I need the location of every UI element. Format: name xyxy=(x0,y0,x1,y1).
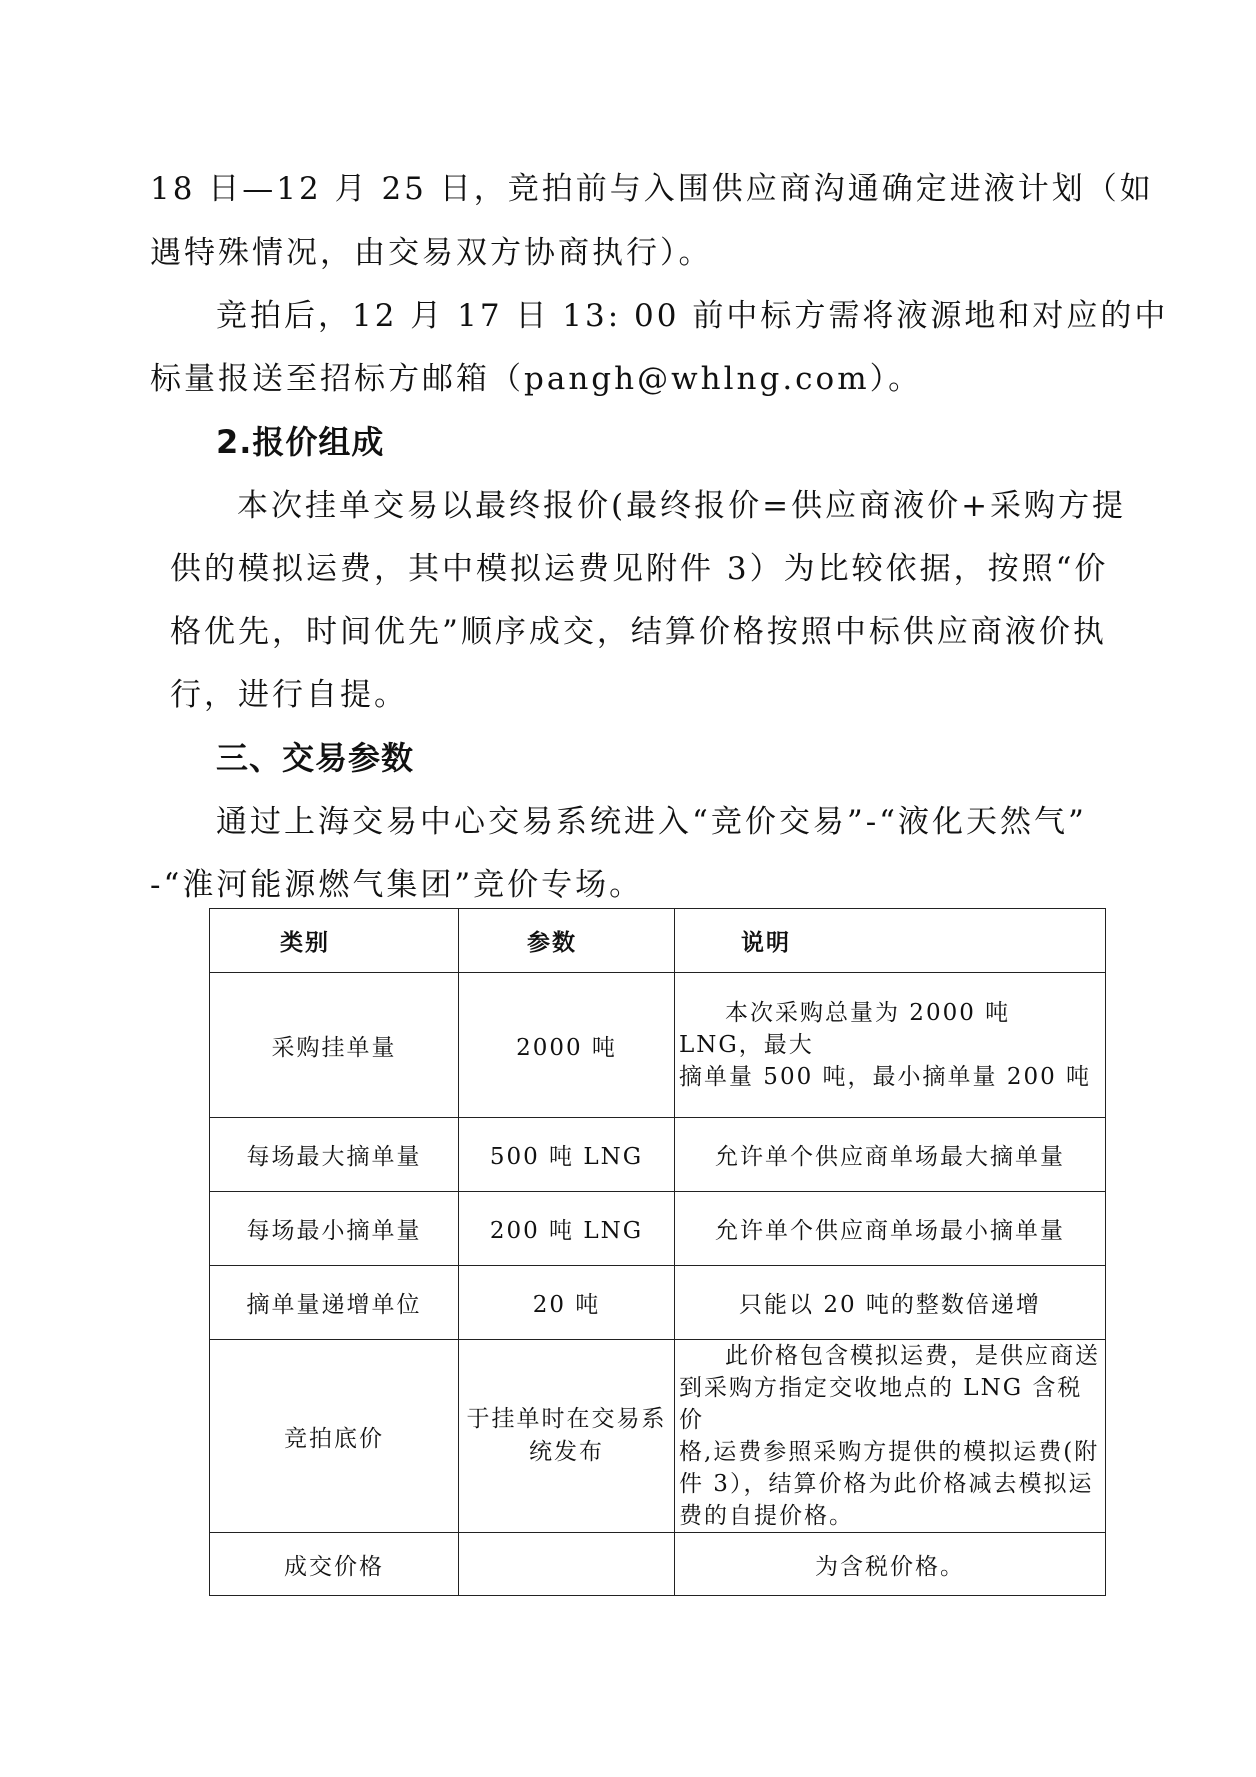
table-row xyxy=(210,1192,1106,1266)
desc-line: 件 3），结算价格为此价格减去模拟运 xyxy=(679,1471,1094,1497)
paragraph-line: 格优先，时间优先”顺序成交，结算价格按照中标供应商液价执 xyxy=(170,614,1107,650)
cell-category: 摘单量递增单位 xyxy=(210,1266,459,1340)
table-row xyxy=(210,1266,1106,1340)
paragraph-line: 标量报送至招标方邮箱（pangh@whlng.com）。 xyxy=(150,361,923,397)
desc-line: 摘单量 500 吨，最小摘单量 200 吨 xyxy=(679,1064,1092,1090)
param-line: 于挂单时在交易系 xyxy=(466,1406,667,1432)
cell-category: 采购挂单量 xyxy=(210,973,459,1118)
cell-desc: 允许单个供应商单场最小摘单量 xyxy=(675,1192,1106,1266)
desc-line: 到采购方指定交收地点的 LNG 含税价 xyxy=(679,1375,1083,1433)
cell-category: 成交价格 xyxy=(210,1533,459,1596)
cell-desc xyxy=(675,1340,1106,1533)
paragraph-line: -“淮河能源燃气集团”竞价专场。 xyxy=(150,867,644,903)
paragraph-line: 18 日—12 月 25 日，竞拍前与入围供应商沟通确定进液计划（如 xyxy=(150,171,1154,207)
table-row xyxy=(210,1118,1106,1192)
table-row xyxy=(210,973,1106,1118)
paragraph-line: 遇特殊情况，由交易双方协商执行）。 xyxy=(150,235,713,271)
cell-param: 200 吨 LNG xyxy=(459,1192,675,1266)
desc-line: 本次采购总量为 2000 吨 LNG，最大 xyxy=(679,1000,1011,1058)
cell-param xyxy=(459,1340,675,1533)
cell-desc: 允许单个供应商单场最大摘单量 xyxy=(675,1118,1106,1192)
param-line: 统发布 xyxy=(529,1439,604,1465)
table-row xyxy=(210,1533,1106,1596)
section-heading-price: 2.报价组成 xyxy=(216,423,385,461)
header-desc: 说明 xyxy=(675,909,1106,973)
cell-param: 20 吨 xyxy=(459,1266,675,1340)
cell-desc xyxy=(675,973,1106,1118)
cell-param: 2000 吨 xyxy=(459,973,675,1118)
table-header-row xyxy=(210,909,1106,973)
desc-line: 此价格包含模拟运费，是供应商送 xyxy=(725,1343,1100,1369)
cell-param: 500 吨 LNG xyxy=(459,1118,675,1192)
header-param: 参数 xyxy=(459,909,675,973)
cell-category: 每场最小摘单量 xyxy=(210,1192,459,1266)
desc-line: 费的自提价格。 xyxy=(679,1503,854,1529)
cell-desc: 为含税价格。 xyxy=(675,1533,1106,1596)
cell-category: 竞拍底价 xyxy=(210,1340,459,1533)
cell-category: 每场最大摘单量 xyxy=(210,1118,459,1192)
cell-desc: 只能以 20 吨的整数倍递增 xyxy=(675,1266,1106,1340)
table-row xyxy=(210,1340,1106,1533)
parameters-table xyxy=(209,908,1106,1596)
header-category: 类别 xyxy=(210,909,459,973)
desc-line: 格,运费参照采购方提供的模拟运费(附 xyxy=(679,1439,1100,1465)
paragraph-line: 供的模拟运费，其中模拟运费见附件 3）为比较依据，按照“价 xyxy=(170,551,1109,587)
paragraph-line: 行，进行自提。 xyxy=(170,677,408,713)
section-heading-params: 三、交易参数 xyxy=(216,739,415,777)
cell-param xyxy=(459,1533,675,1596)
paragraph-line: 通过上海交易中心交易系统进入“竞价交易”-“液化天然气” xyxy=(216,804,1087,840)
paragraph-line: 本次挂单交易以最终报价(最终报价=供应商液价+采购方提 xyxy=(237,488,1127,524)
paragraph-line: 竞拍后，12 月 17 日 13: 00 前中标方需将液源地和对应的中 xyxy=(216,298,1169,334)
